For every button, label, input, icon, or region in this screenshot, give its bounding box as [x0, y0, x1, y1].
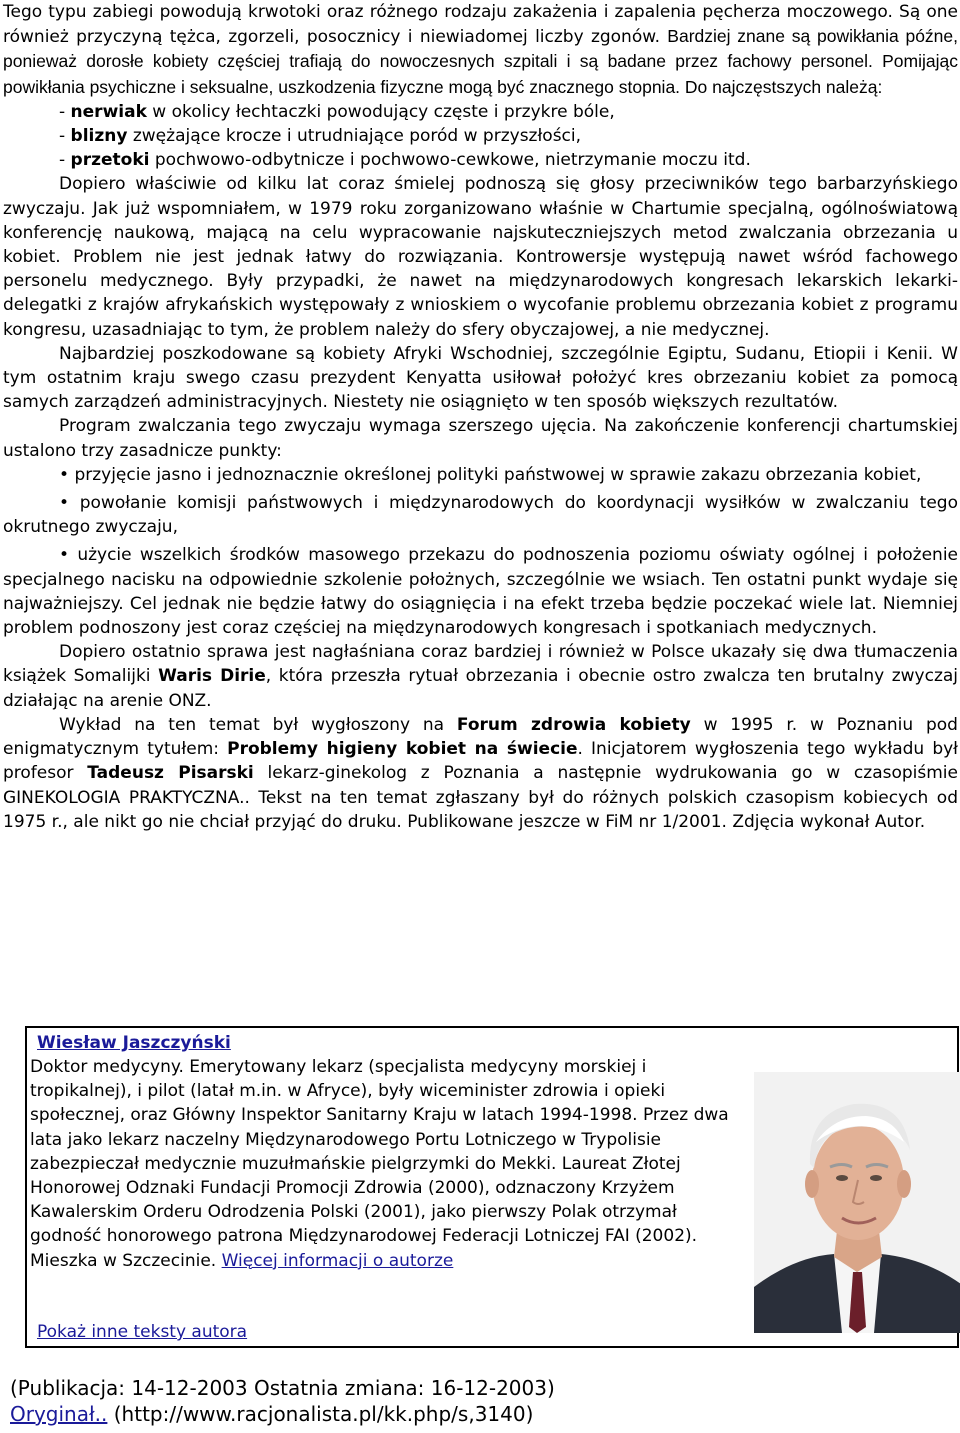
author-more-info-link[interactable]: Więcej informacji o autorze: [221, 1250, 454, 1271]
para-text: Wykład na ten temat był wygłoszony na: [59, 714, 457, 735]
author-name-link[interactable]: Wiesław Jaszczyński: [37, 1033, 231, 1053]
paragraph-waris-dirie: [3, 640, 958, 713]
list-item-term: nerwiak: [70, 101, 147, 122]
source-url: (http://www.racjonalista.pl/kk.php/s,3140): [107, 1402, 534, 1426]
para-text: Tego typu zabiegi powodują krwotoki oraz różnego rodzaju zakażenia i zapalenia pęcherza moczowego. Są one również przyczyną tężca, zgorzeli, posocznicy i niewiadomej liczby zgonów.: [3, 2, 958, 48]
list-item-term: blizny: [70, 126, 128, 147]
person-name: Tadeusz Pisarski: [87, 763, 254, 784]
list-item-text: zwężające krocze i utrudniające poród w przyszłości,: [127, 126, 582, 147]
article-body: [3, 0, 958, 834]
para-text: . Inicjatorem wygłoszenia tego wykładu był profesor: [3, 739, 958, 784]
source-line: [10, 1401, 555, 1427]
para-text: Do najczęstszych należą:: [684, 76, 883, 97]
para-text: w 1995 r. w Poznaniu pod enigmatycznym tytułem:: [3, 714, 958, 760]
bullet-item: • przyjęcie jasno i jednoznacznie określonej polityki państwowej w sprawie zakazu obrzezania kobiet,: [59, 464, 922, 485]
list-item: - przetoki pochwowo-odbytnicze i pochwowo-cewkowe, nietrzymanie moczu itd.: [59, 150, 751, 171]
author-bio-text: Doktor medycyny. Emerytowany lekarz (specjalista medycyny morskiej i tropikalnej), i pilot (latał m.in. w Afryce), były wiceminister zdrowia i opieki społecznej, oraz Główny Inspektor Sanitarny Kraju w latach 1994-1998. Przez dwa lata jako lekarz naczelny Międzynarodowego Portu Lotniczego w Trypolisie zabezpieczał medycznie muzułmańskie pielgrzymki do Mekki. Laureat Złotej Honorowej Odznaki Fundacji Promocji Zdrowia (2000), odznaczony Krzyżem Kawalerskim Orderu Odrodzenia Polski (2001), jako pierwszy Polak otrzymał godność honorowego patrona Międzynarodowej Federacji Lotniczej FAI (2002). Mieszka w Szczecinie.: [30, 1057, 729, 1271]
para-text: Bardziej znane są powikłania późne, ponieważ dorosłe kobiety częściej trafiają do nowoczesnych szpitali i są badane przez fachowy personel. Pomijając powikłania psychiczne i seksualne, uszkodzenia fizyczne mogą być znacznego stopnia.: [3, 26, 959, 97]
forum-name: Forum zdrowia kobiety: [456, 714, 691, 735]
bullet-text: przyjęcie jasno i jednoznacznie określonej polityki państwowej w sprawie zakazu obrzezania kobiet,: [74, 464, 922, 485]
list-item: - nerwiak w okolicy łechtaczki powodujący częste i przykre bóle,: [59, 101, 615, 122]
bullet-text: powołanie komisji państwowych i międzynarodowych do koordynacji wysiłków w zwalczaniu tego okrutnego zwyczaju,: [3, 493, 958, 538]
list-item: - blizny zwężające krocze i utrudniające poród w przyszłości,: [59, 126, 582, 147]
original-link[interactable]: Oryginał..: [10, 1402, 108, 1426]
lecture-title: Problemy higieny kobiet na świecie: [227, 739, 578, 760]
paragraph-east-africa: Najbardziej poszkodowane są kobiety Afryki Wschodniej, szczególnie Egiptu, Sudanu, Etiopii i Kenii. W tym ostatnim kraju swego czasu prezydent Kenyatta usiłował położyć kres obrzezaniu kobiet za pomocą samych zarządzeń administracyjnych. Niestety nie osiągnięto w ten sposób większych rezultatów.: [3, 343, 958, 413]
para-text: Dopiero ostatnio sprawa jest nagłaśniana coraz bardziej i również w Polsce ukazały się dwa tłumaczenia książek Somalijki: [3, 642, 958, 687]
author-box: [25, 1026, 959, 1348]
list-item-term: przetoki: [70, 150, 150, 171]
person-name: Waris Dirie: [158, 666, 266, 687]
list-item-text: pochwowo-odbytnicze i pochwowo-cewkowe, nietrzymanie moczu itd.: [149, 150, 751, 171]
list-item-text: w okolicy łechtaczki powodujący częste i przykre bóle,: [146, 101, 615, 122]
para-text: lekarz-ginekolog z Poznania a następnie wydrukowania go w czasopiśmie GINEKOLOGIA PRAKTYCZNA.. Tekst na ten temat zgłaszany był do różnych polskich czasopism kobiecych od 1975 r., ale nikt go nie chciał przyjąć do druku. Publikowane jeszcze w FiM nr 1/2001. Zdjęcia wykonał Autor.: [3, 763, 958, 832]
para-text: , która przeszła rytuał obrzezania i obecnie ostro zwalcza ten brutalny zwyczaj działając na arenie ONZ.: [3, 666, 959, 711]
paragraph-lecture: [3, 713, 958, 834]
portrait-illustration: [754, 1072, 960, 1333]
publication-dates: (Publikacja: 14-12-2003 Ostatnia zmiana: 16-12-2003): [10, 1376, 555, 1400]
author-bio: [30, 1055, 750, 1273]
complications-list: [3, 100, 958, 173]
paragraph-program: Program zwalczania tego zwyczaju wymaga szerszego ujęcia. Na zakończenie konferencji chartumskiej ustalono trzy zasadnicze punkty:: [3, 416, 958, 461]
bullet-item: • powołanie komisji państwowych i międzynarodowych do koordynacji wysiłków w zwalczaniu tego okrutnego zwyczaju,: [3, 493, 958, 538]
author-other-texts-link[interactable]: Pokaż inne teksty autora: [37, 1322, 248, 1342]
bullet-item: • użycie wszelkich środków masowego przekazu do podnoszenia poziomu oświaty ogólnej i położenie specjalnego nacisku na odpowiednie szkolenie położnych, szczególnie we wsiach. Ten ostatni punkt wydaje się najważniejszy. Cel jednak nie będzie łatwy do osiągnięcia i na efekt trzeba będzie poczekać wiele lat. Niemniej problem podnoszony jest coraz częściej na międzynarodowych kongresach i spotkaniach medycznych.: [3, 545, 958, 639]
bullet-text: użycie wszelkich środków masowego przekazu do podnoszenia poziomu oświaty ogólnej i położenie specjalnego nacisku na odpowiednie szkolenie położnych, szczególnie we wsiach. Ten ostatni punkt wydaje się najważniejszy. Cel jednak nie będzie łatwy do osiągnięcia i na efekt trzeba będzie poczekać wiele lat. Niemniej problem podnoszony jest coraz częściej na międzynarodowych kongresach i spotkaniach medycznych.: [3, 545, 958, 639]
author-photo: [754, 1072, 960, 1333]
publication-info: [10, 1375, 555, 1427]
paragraph-opponents: Dopiero właściwie od kilku lat coraz śmielej podnoszą się głosy przeciwników tego barbarzyńskiego zwyczaju. Jak już wspomniałem, w 1979 roku zorganizowano właśnie w Chartumie specjalną, ogólnoświatową konferencję naukową, mającą na celu wypracowanie najskuteczniejszych metod zwalczania obrzezania u kobiet. Problem nie jest jednak łatwy do rozwiązania. Kontrowersje występują nawet wśród fachowego personelu medycznego. Były przypadki, że nawet na międzynarodowych kongresach lekarskich lekarki-delegatki z krajów afrykańskich występowały z wnioskiem o wycofanie problemu obrzezania kobiet z programu kongresu, uzasadniając to tym, że problem należy do sfery obyczajowej, a nie medycznej.: [3, 174, 958, 340]
paragraph-complications: [3, 0, 958, 100]
